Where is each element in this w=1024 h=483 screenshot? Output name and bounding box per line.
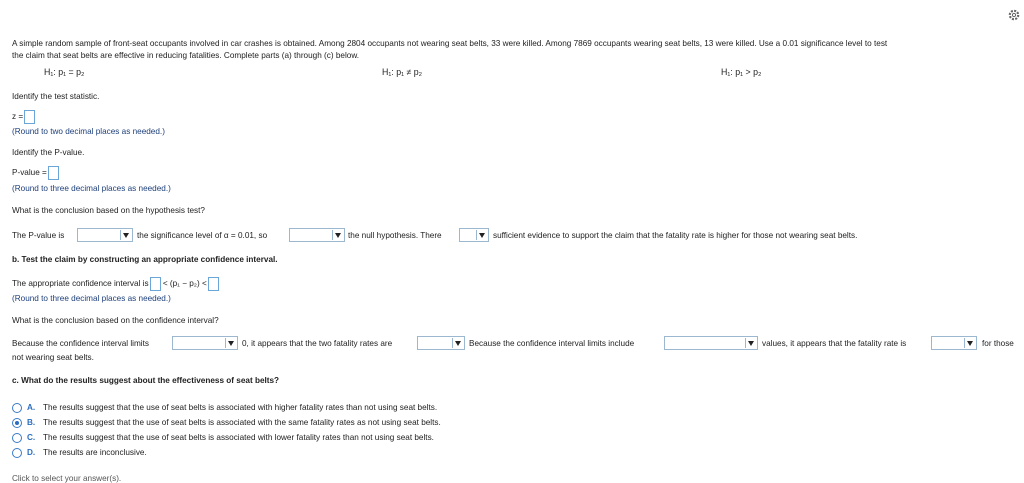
ci-sentence-1: Because the confidence interval limits	[12, 339, 149, 348]
option-d-letter: D.	[27, 448, 36, 457]
option-a-text[interactable]: The results suggest that the use of seat belts is associated with higher fatality rates than not using seat belts.	[43, 403, 438, 412]
conclusion-text-4: sufficient evidence to support the claim that the fatality rate is higher for those not wearing seat belts.	[493, 231, 858, 240]
option-d-text[interactable]: The results are inconclusive.	[43, 448, 147, 457]
gear-icon[interactable]	[1007, 8, 1021, 22]
ci-upper-input[interactable]	[208, 277, 219, 291]
option-a-letter: A.	[27, 403, 36, 412]
option-a-radio[interactable]	[12, 403, 22, 413]
hypothesis-option-3: H₁: p₁ > p₂	[721, 67, 762, 77]
pvalue-input[interactable]	[48, 166, 59, 180]
pvalue-compare-dropdown[interactable]	[77, 228, 133, 242]
z-label: z =	[12, 112, 24, 122]
option-c-radio[interactable]	[12, 433, 22, 443]
chevron-down-icon	[120, 230, 131, 240]
footer-instruction: Click to select your answer(s).	[12, 474, 122, 483]
option-d-radio[interactable]	[12, 448, 22, 458]
ci-limits-dropdown[interactable]	[172, 336, 238, 350]
chevron-down-icon	[476, 230, 487, 240]
pvalue-prompt: Identify the P-value.	[12, 148, 85, 157]
problem-line-1: A simple random sample of front-seat occupants involved in car crashes is obtained. Among 2804 occupants not wearing seat belts, 33 were killed. Among 7869 occupants wearing seat belts, 13 were killed. Use a 0.01 significance level to test	[12, 39, 888, 48]
ci-sentence-4: values, it appears that the fatality rate is	[762, 339, 907, 348]
option-c-text[interactable]: The results suggest that the use of seat belts is associated with lower fatality rates than not using seat belts.	[43, 433, 434, 442]
chevron-down-icon	[332, 230, 343, 240]
ci-sentence-3: Because the confidence interval limits include	[469, 339, 635, 348]
chevron-down-icon	[452, 338, 463, 348]
hypothesis-option-2: H₁: p₁ ≠ p₂	[382, 67, 423, 77]
z-input[interactable]	[24, 110, 35, 124]
pvalue-answer-row	[12, 166, 59, 180]
conclusion-text-2: the significance level of α = 0.01, so	[137, 231, 268, 240]
chevron-down-icon	[745, 338, 756, 348]
conclusion-prompt: What is the conclusion based on the hypothesis test?	[12, 206, 205, 215]
part-b-title: b. Test the claim by constructing an appropriate confidence interval.	[12, 255, 278, 264]
ci-sentence-6: not wearing seat belts.	[12, 353, 94, 362]
part-c-title: c. What do the results suggest about the effectiveness of seat belts?	[12, 376, 280, 385]
ci-middle: < (p₁ − p₂) <	[162, 279, 207, 289]
ci-lower-input[interactable]	[150, 277, 161, 291]
evidence-dropdown[interactable]	[459, 228, 489, 242]
conclusion-text-1: The P-value is	[12, 231, 65, 240]
conclusion-text-3: the null hypothesis. There	[348, 231, 442, 240]
ci-conclusion-prompt: What is the conclusion based on the confidence interval?	[12, 316, 219, 325]
ci-sentence-5: for those	[982, 339, 1014, 348]
option-b-radio[interactable]	[12, 418, 22, 428]
z-answer-row	[12, 110, 35, 124]
pvalue-label: P-value =	[12, 168, 47, 178]
test-stat-prompt: Identify the test statistic.	[12, 92, 100, 101]
hypothesis-option-1: H₁: p₁ = p₂	[44, 67, 85, 77]
chevron-down-icon	[225, 338, 236, 348]
ci-hint: (Round to three decimal places as needed.)	[12, 294, 171, 303]
ci-sentence-2: 0, it appears that the two fatality rates are	[242, 339, 393, 348]
ci-text: The appropriate confidence interval is	[12, 279, 149, 289]
fatality-rate-dropdown[interactable]	[931, 336, 977, 350]
problem-line-2: the claim that seat belts are effective in reducing fatalities. Complete parts (a) through (c) below.	[12, 51, 360, 60]
option-c-letter: C.	[27, 433, 36, 442]
rates-dropdown[interactable]	[417, 336, 465, 350]
ci-answer-row	[12, 277, 219, 291]
z-hint: (Round to two decimal places as needed.)	[12, 127, 165, 136]
option-b-letter: B.	[27, 418, 36, 427]
null-decision-dropdown[interactable]	[289, 228, 345, 242]
option-b-text[interactable]: The results suggest that the use of seat belts is associated with the same fatality rates as not using seat belts.	[43, 418, 441, 427]
pvalue-hint: (Round to three decimal places as needed.)	[12, 184, 171, 193]
ci-values-dropdown[interactable]	[664, 336, 758, 350]
chevron-down-icon	[964, 338, 975, 348]
